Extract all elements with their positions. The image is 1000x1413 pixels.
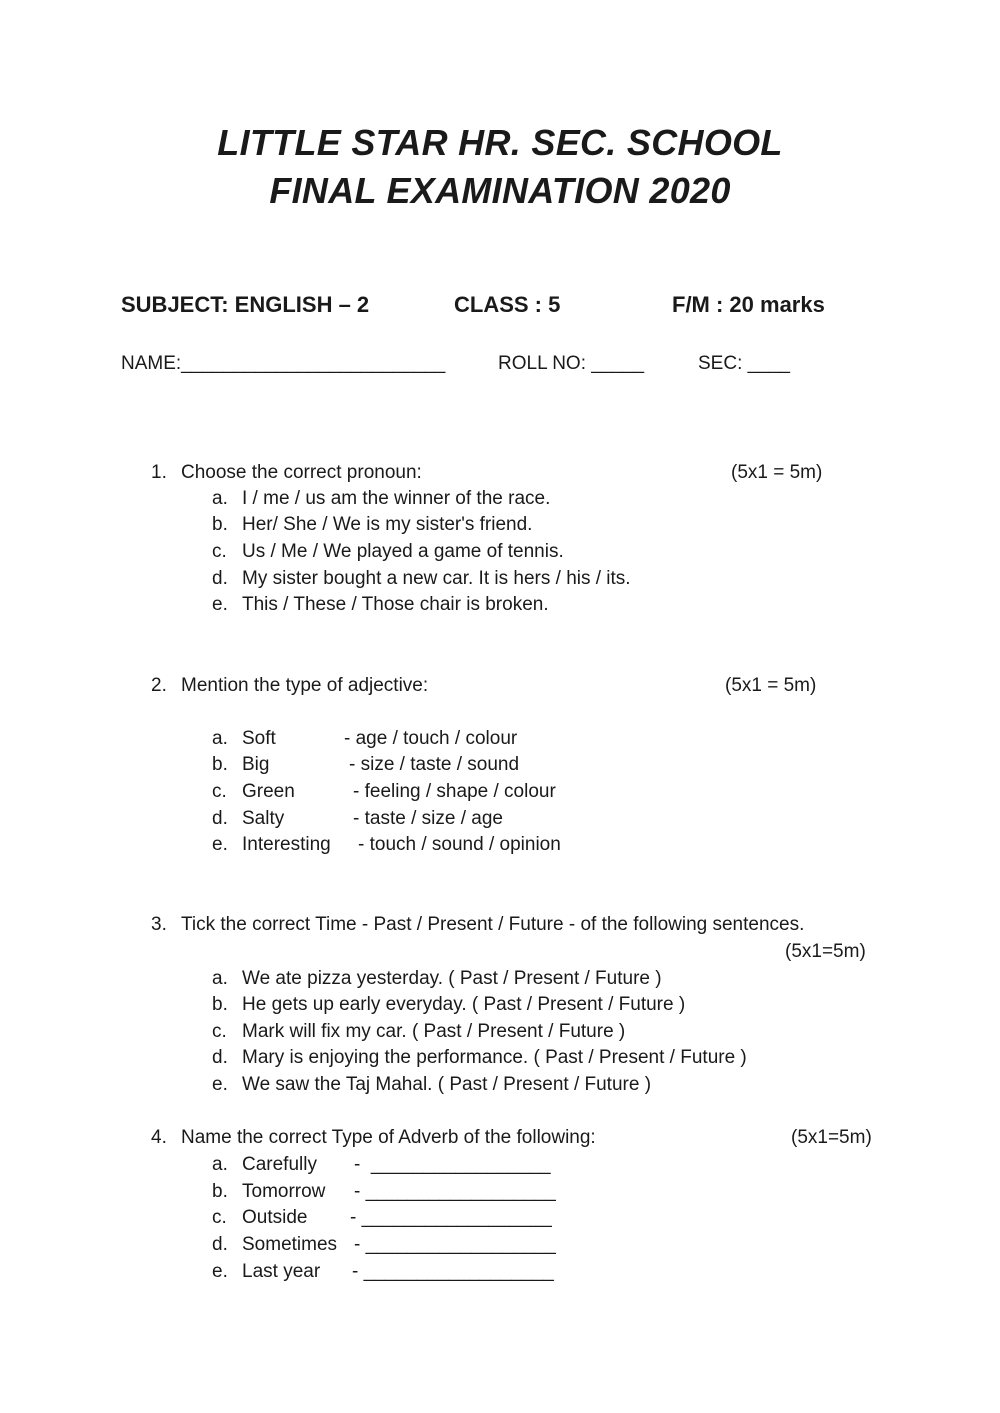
item-text: We ate pizza yesterday. ( Past / Present / Future ) <box>242 968 662 989</box>
item-word: Tomorrow <box>242 1181 326 1202</box>
item-letter: a. <box>212 728 228 749</box>
item-options: - touch / sound / opinion <box>358 834 561 855</box>
item-text: He gets up early everyday. ( Past / Present / Future ) <box>242 994 686 1015</box>
class-label: CLASS : 5 <box>454 292 561 317</box>
item-letter: b. <box>212 514 228 535</box>
roll-no-field: ROLL NO: _____ <box>498 353 645 374</box>
item-word: Salty <box>242 808 285 829</box>
item-letter: e. <box>212 1074 228 1095</box>
question-text: Choose the correct pronoun: <box>181 462 422 483</box>
item-letter: a. <box>212 488 228 509</box>
question-number: 3. <box>151 914 167 935</box>
item-letter: b. <box>212 1181 228 1202</box>
item-letter: d. <box>212 1234 228 1255</box>
answer-blank: - __________________ <box>352 1261 554 1282</box>
question-marks: (5x1 = 5m) <box>731 462 823 483</box>
section-field: SEC: ____ <box>698 353 790 374</box>
exam-title: FINAL EXAMINATION 2020 <box>269 170 731 211</box>
answer-blank: - __________________ <box>350 1207 552 1228</box>
item-text: Mark will fix my car. ( Past / Present / Future ) <box>242 1021 626 1042</box>
item-letter: d. <box>212 568 228 589</box>
item-word: Last year <box>242 1261 321 1282</box>
question-number: 2. <box>151 675 167 696</box>
item-word: Outside <box>242 1207 308 1228</box>
item-letter: e. <box>212 594 228 615</box>
item-letter: a. <box>212 968 228 989</box>
question-marks: (5x1=5m) <box>791 1127 872 1148</box>
item-letter: c. <box>212 1021 227 1042</box>
item-letter: e. <box>212 1261 228 1282</box>
item-text: Mary is enjoying the performance. ( Past / Present / Future ) <box>242 1047 747 1068</box>
item-options: - feeling / shape / colour <box>353 781 556 802</box>
question-marks: (5x1 = 5m) <box>725 675 817 696</box>
item-text: We saw the Taj Mahal. ( Past / Present / Future ) <box>242 1074 652 1095</box>
item-text: I / me / us am the winner of the race. <box>242 488 551 509</box>
item-letter: c. <box>212 541 227 562</box>
item-options: - age / touch / colour <box>344 728 518 749</box>
item-options: - size / taste / sound <box>349 754 520 775</box>
question-text: Mention the type of adjective: <box>181 675 429 696</box>
answer-blank: - _________________ <box>354 1154 551 1175</box>
question-marks: (5x1=5m) <box>785 941 866 962</box>
item-word: Big <box>242 754 270 775</box>
full-marks-label: F/M : 20 marks <box>672 292 825 317</box>
item-letter: b. <box>212 994 228 1015</box>
item-word: Interesting <box>242 834 331 855</box>
item-options: - taste / size / age <box>353 808 503 829</box>
subject-label: SUBJECT: ENGLISH – 2 <box>121 292 370 317</box>
question-text: Tick the correct Time - Past / Present / Future - of the following sentences. <box>181 914 805 935</box>
item-letter: c. <box>212 781 227 802</box>
item-word: Sometimes <box>242 1234 338 1255</box>
item-letter: d. <box>212 1047 228 1068</box>
school-title: LITTLE STAR HR. SEC. SCHOOL <box>217 122 783 163</box>
item-letter: d. <box>212 808 228 829</box>
item-word: Green <box>242 781 295 802</box>
question-number: 1. <box>151 462 167 483</box>
item-text: Her/ She / We is my sister's friend. <box>242 514 533 535</box>
answer-blank: - __________________ <box>354 1181 556 1202</box>
question-number: 4. <box>151 1127 167 1148</box>
item-text: My sister bought a new car. It is hers / his / its. <box>242 568 631 589</box>
item-letter: a. <box>212 1154 228 1175</box>
item-text: Us / Me / We played a game of tennis. <box>242 541 564 562</box>
item-letter: c. <box>212 1207 227 1228</box>
item-word: Soft <box>242 728 276 749</box>
question-text: Name the correct Type of Adverb of the following: <box>181 1127 596 1148</box>
answer-blank: - __________________ <box>354 1234 556 1255</box>
item-text: This / These / Those chair is broken. <box>242 594 549 615</box>
item-word: Carefully <box>242 1154 317 1175</box>
name-field: NAME:_________________________ <box>121 353 446 374</box>
item-letter: e. <box>212 834 228 855</box>
item-letter: b. <box>212 754 228 775</box>
